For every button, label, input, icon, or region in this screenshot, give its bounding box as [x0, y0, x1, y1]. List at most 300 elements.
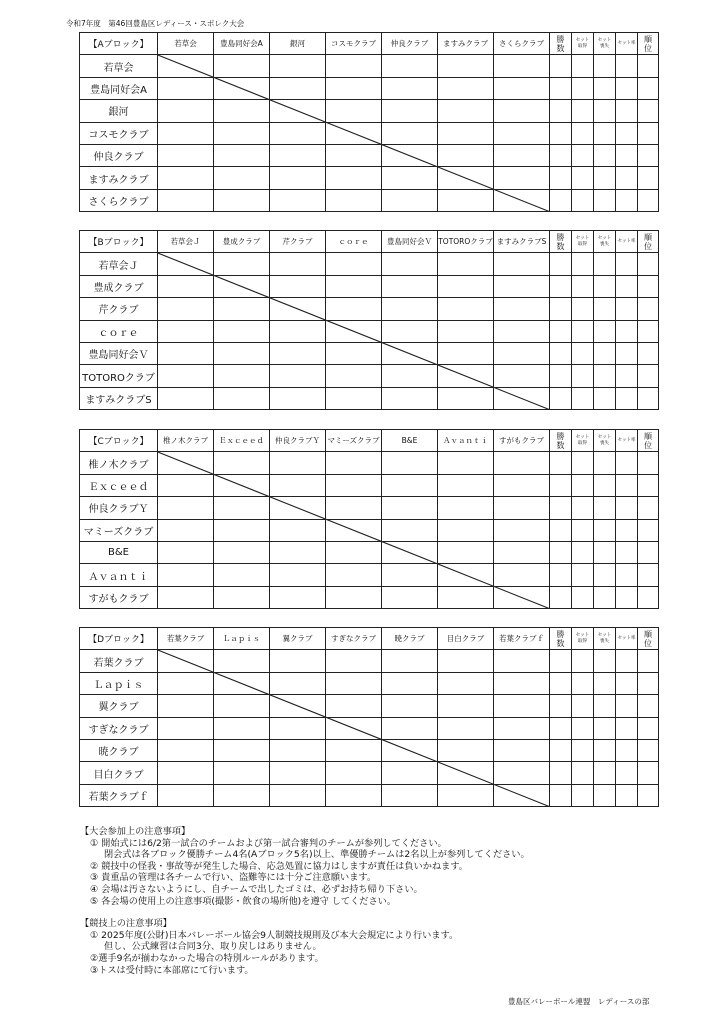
match-result-cell: [270, 275, 326, 297]
match-result-cell: [270, 122, 326, 144]
match-result-cell: [326, 541, 382, 563]
sets-won-header: [572, 628, 594, 650]
match-result-cell: [494, 365, 550, 387]
match-result-cell: [158, 497, 214, 519]
match-result-cell: [438, 253, 494, 275]
match-result-cell: [326, 298, 382, 320]
stat-cell: [594, 586, 616, 608]
column-team-header: 若草会: [158, 33, 214, 55]
match-result-cell: [326, 55, 382, 77]
stat-cell: [594, 474, 616, 496]
sets-lost-header: [594, 430, 616, 452]
match-result-cell: [270, 695, 326, 717]
stat-cell: [638, 717, 659, 739]
stat-cell: [550, 167, 572, 189]
match-result-cell: [494, 55, 550, 77]
stat-cell: [638, 497, 659, 519]
stat-cell: [638, 298, 659, 320]
stat-cell: [550, 320, 572, 342]
stat-cell: [594, 365, 616, 387]
match-result-cell: [438, 342, 494, 364]
wins-header-line: 数: [556, 43, 565, 53]
stat-cell: [550, 387, 572, 409]
match-result-cell: [270, 320, 326, 342]
match-result-cell: [438, 452, 494, 474]
match-result-cell: [494, 474, 550, 496]
block-b-table: [79, 230, 659, 410]
match-result-cell: [214, 275, 270, 297]
row-team-name: B&E: [80, 541, 158, 563]
match-result-cell: [270, 387, 326, 409]
stat-cell: [594, 762, 616, 784]
stat-cell: [616, 519, 638, 541]
match-result-cell: [382, 55, 438, 77]
match-result-cell: [270, 144, 326, 166]
stat-cell: [572, 298, 594, 320]
stat-cell: [616, 320, 638, 342]
stat-cell: [594, 100, 616, 122]
row-team-name: 目白クラブ: [80, 762, 158, 784]
stat-cell: [550, 77, 572, 99]
sets-won-header-line: セット: [575, 633, 590, 639]
table-row: [80, 253, 659, 275]
table-row: [80, 739, 659, 761]
stat-cell: [572, 672, 594, 694]
row-team-name: Ｌａｐｉｓ: [80, 672, 158, 694]
match-result-cell: [270, 77, 326, 99]
column-team-header: 豊島同好会Ｖ: [382, 231, 438, 253]
match-result-cell: [214, 365, 270, 387]
match-result-cell: [214, 564, 270, 586]
match-result-cell: [438, 387, 494, 409]
match-result-cell: [214, 672, 270, 694]
sets-won-header-line: セット: [575, 38, 590, 44]
stat-cell: [594, 77, 616, 99]
stat-cell: [550, 497, 572, 519]
match-result-cell: [158, 474, 214, 496]
wins-header: [550, 231, 572, 253]
match-result-cell: [270, 762, 326, 784]
table-row: [80, 342, 659, 364]
stat-cell: [638, 739, 659, 761]
competition-notes-title: 【競技上の注意事項】: [80, 918, 172, 930]
block-c-table: [79, 429, 659, 609]
match-result-cell: [382, 320, 438, 342]
league-table: [79, 230, 659, 410]
stat-cell: [616, 100, 638, 122]
stat-cell: [594, 672, 616, 694]
stat-cell: [594, 189, 616, 211]
sets-won-header: [572, 430, 594, 452]
match-result-cell: [158, 167, 214, 189]
sets-won-header-line: 取得: [578, 440, 587, 446]
notes-section: [80, 826, 680, 976]
match-result-cell: [158, 77, 214, 99]
match-result-cell: [270, 586, 326, 608]
stat-cell: [638, 253, 659, 275]
organizer-footer: 豊島区バレーボール連盟 レディースの部: [508, 997, 650, 1006]
match-result-cell: [158, 519, 214, 541]
stat-cell: [616, 55, 638, 77]
match-result-cell: [382, 342, 438, 364]
block-a-table: [79, 32, 659, 212]
column-team-header: さくらクラブ: [494, 33, 550, 55]
match-result-cell: [214, 541, 270, 563]
stat-cell: [594, 167, 616, 189]
row-team-name: コスモクラブ: [80, 122, 158, 144]
match-result-cell: [326, 320, 382, 342]
rank-header-line: 位: [644, 638, 652, 648]
table-row: [80, 298, 659, 320]
stat-cell: [572, 77, 594, 99]
match-result-cell: [270, 100, 326, 122]
stat-cell: [572, 365, 594, 387]
match-result-cell: [158, 298, 214, 320]
table-row: [80, 275, 659, 297]
stat-cell: [572, 784, 594, 806]
match-result-cell: [158, 672, 214, 694]
sets-won-header-line: セット: [575, 435, 590, 441]
stat-cell: [638, 762, 659, 784]
sets-lost-header: [594, 628, 616, 650]
stat-cell: [638, 695, 659, 717]
column-team-header: すがもクラブ: [494, 430, 550, 452]
stat-cell: [616, 695, 638, 717]
rank-header-line: 位: [644, 440, 652, 450]
stat-cell: [572, 650, 594, 672]
match-result-cell: [214, 452, 270, 474]
match-result-cell: [494, 564, 550, 586]
sets-won-header-line: セット: [575, 236, 590, 242]
row-team-name: 豊島同好会Ｖ: [80, 342, 158, 364]
stat-cell: [616, 672, 638, 694]
match-result-cell: [438, 739, 494, 761]
match-result-cell: [270, 365, 326, 387]
set-ratio-header-line: セット率: [617, 238, 636, 244]
column-team-header: ｃｏｒｅ: [326, 231, 382, 253]
stat-cell: [550, 189, 572, 211]
row-team-name: ますみクラブ: [80, 167, 158, 189]
participation-note: ② 競技中の怪我・事故等が発生した場合、応急処置に協力はしますが責任は負いかねます。: [90, 860, 468, 872]
match-result-cell: [158, 762, 214, 784]
match-result-cell: [438, 298, 494, 320]
stat-cell: [550, 342, 572, 364]
match-result-cell: [438, 167, 494, 189]
column-team-header: 暁クラブ: [382, 628, 438, 650]
stat-cell: [616, 253, 638, 275]
match-result-cell: [158, 452, 214, 474]
column-team-header: Ｅｘｃｅｅｄ: [214, 430, 270, 452]
match-result-cell: [214, 253, 270, 275]
column-team-header: 芹クラブ: [270, 231, 326, 253]
wins-header: [550, 628, 572, 650]
stat-cell: [594, 387, 616, 409]
match-result-cell: [158, 253, 214, 275]
wins-header-line: 勝: [556, 232, 565, 242]
column-team-header: 若葉クラブ: [158, 628, 214, 650]
set-ratio-header-line: セット率: [617, 635, 636, 641]
stat-cell: [616, 365, 638, 387]
match-result-cell: [326, 167, 382, 189]
stat-cell: [638, 167, 659, 189]
stat-cell: [572, 717, 594, 739]
table-row: [80, 144, 659, 166]
match-result-cell: [158, 320, 214, 342]
stat-cell: [572, 275, 594, 297]
row-team-name: 暁クラブ: [80, 739, 158, 761]
stat-cell: [550, 474, 572, 496]
match-result-cell: [214, 144, 270, 166]
match-result-cell: [326, 122, 382, 144]
stat-cell: [594, 122, 616, 144]
stat-cell: [550, 564, 572, 586]
row-team-name: Ａｖａｎｔｉ: [80, 564, 158, 586]
stat-cell: [550, 55, 572, 77]
sets-lost-header-line: セット: [597, 38, 612, 44]
stat-cell: [638, 77, 659, 99]
stat-cell: [550, 519, 572, 541]
stat-cell: [594, 253, 616, 275]
stat-cell: [616, 739, 638, 761]
table-row: [80, 100, 659, 122]
match-result-cell: [494, 739, 550, 761]
participation-notes-title: 【大会参加上の注意事項】: [80, 826, 191, 837]
match-result-cell: [158, 717, 214, 739]
row-team-name: 若葉クラブ: [80, 650, 158, 672]
row-team-name: すぎなクラブ: [80, 717, 158, 739]
match-result-cell: [494, 275, 550, 297]
stat-cell: [638, 519, 659, 541]
column-team-header: ますみクラブS: [494, 231, 550, 253]
match-result-cell: [382, 564, 438, 586]
stat-cell: [572, 100, 594, 122]
stat-cell: [572, 695, 594, 717]
block-label: 【Dブロック】: [80, 628, 158, 650]
table-row: [80, 77, 659, 99]
table-row: [80, 586, 659, 608]
match-result-cell: [438, 586, 494, 608]
stat-cell: [572, 55, 594, 77]
match-result-cell: [158, 365, 214, 387]
stat-cell: [594, 519, 616, 541]
match-result-cell: [326, 452, 382, 474]
match-result-cell: [494, 387, 550, 409]
match-result-cell: [438, 497, 494, 519]
stat-cell: [594, 342, 616, 364]
match-result-cell: [214, 762, 270, 784]
match-result-cell: [382, 122, 438, 144]
row-team-name: マミーズクラブ: [80, 519, 158, 541]
stat-cell: [638, 541, 659, 563]
stat-cell: [616, 650, 638, 672]
page-title: 令和7年度 第46回豊島区レディース・スポレク大会: [66, 19, 245, 28]
column-team-header: 翼クラブ: [270, 628, 326, 650]
stat-cell: [572, 762, 594, 784]
match-result-cell: [382, 298, 438, 320]
match-result-cell: [326, 342, 382, 364]
column-team-header: 若草会Ｊ: [158, 231, 214, 253]
match-result-cell: [438, 144, 494, 166]
match-result-cell: [494, 122, 550, 144]
match-result-cell: [214, 122, 270, 144]
stat-cell: [550, 100, 572, 122]
table-row: [80, 452, 659, 474]
column-team-header: Ｌａｐｉｓ: [214, 628, 270, 650]
table-row: [80, 650, 659, 672]
rank-header: [638, 628, 659, 650]
match-result-cell: [382, 586, 438, 608]
stat-cell: [616, 474, 638, 496]
competition-note: ③トスは受付時に本部席にて行います。: [90, 964, 254, 976]
match-result-cell: [494, 586, 550, 608]
match-result-cell: [158, 342, 214, 364]
stat-cell: [638, 275, 659, 297]
stat-cell: [572, 189, 594, 211]
row-team-name: 翼クラブ: [80, 695, 158, 717]
stat-cell: [550, 122, 572, 144]
wins-header-line: 勝: [556, 34, 565, 44]
match-result-cell: [158, 695, 214, 717]
column-team-header: 銀河: [270, 33, 326, 55]
wins-header: [550, 33, 572, 55]
stat-cell: [616, 342, 638, 364]
match-result-cell: [326, 717, 382, 739]
match-result-cell: [270, 167, 326, 189]
match-result-cell: [326, 650, 382, 672]
sets-won-header-line: 取得: [578, 241, 587, 247]
stat-cell: [550, 275, 572, 297]
match-result-cell: [270, 519, 326, 541]
match-result-cell: [382, 519, 438, 541]
match-result-cell: [494, 784, 550, 806]
match-result-cell: [270, 189, 326, 211]
match-result-cell: [326, 762, 382, 784]
stat-cell: [638, 474, 659, 496]
rank-header-line: 順: [644, 232, 652, 242]
match-result-cell: [494, 167, 550, 189]
match-result-cell: [326, 519, 382, 541]
stat-cell: [572, 320, 594, 342]
sets-won-header-line: 取得: [578, 638, 587, 644]
stat-cell: [616, 784, 638, 806]
competition-note: ②選手9名が揃わなかった場合の特別ルールがあります。: [90, 952, 324, 964]
column-team-header: マミーズクラブ: [326, 430, 382, 452]
match-result-cell: [494, 762, 550, 784]
match-result-cell: [270, 784, 326, 806]
match-result-cell: [494, 452, 550, 474]
stat-cell: [616, 497, 638, 519]
match-result-cell: [382, 275, 438, 297]
match-result-cell: [382, 497, 438, 519]
row-team-name: 豊島同好会A: [80, 77, 158, 99]
match-result-cell: [326, 586, 382, 608]
participation-note: ① 開始式には6/2第一試合のチームおよび第一試合審判のチームが参列してください。: [90, 837, 447, 849]
column-team-header: 目白クラブ: [438, 628, 494, 650]
match-result-cell: [438, 275, 494, 297]
match-result-cell: [382, 695, 438, 717]
match-result-cell: [214, 717, 270, 739]
match-result-cell: [214, 474, 270, 496]
match-result-cell: [214, 167, 270, 189]
stat-cell: [594, 739, 616, 761]
match-result-cell: [494, 298, 550, 320]
match-result-cell: [382, 365, 438, 387]
match-result-cell: [326, 497, 382, 519]
set-ratio-header: [616, 628, 638, 650]
match-result-cell: [326, 365, 382, 387]
stat-cell: [638, 342, 659, 364]
row-team-name: 銀河: [80, 100, 158, 122]
stat-cell: [638, 650, 659, 672]
sets-lost-header: [594, 231, 616, 253]
stat-cell: [616, 452, 638, 474]
rank-header-line: 位: [644, 43, 652, 53]
stat-cell: [638, 55, 659, 77]
row-team-name: 若葉クラブｆ: [80, 784, 158, 806]
wins-header: [550, 430, 572, 452]
stat-cell: [594, 541, 616, 563]
match-result-cell: [326, 275, 382, 297]
table-row: [80, 167, 659, 189]
match-result-cell: [214, 695, 270, 717]
match-result-cell: [382, 650, 438, 672]
match-result-cell: [382, 100, 438, 122]
match-result-cell: [214, 342, 270, 364]
table-row: [80, 541, 659, 563]
table-row: [80, 784, 659, 806]
match-result-cell: [382, 784, 438, 806]
stat-cell: [550, 695, 572, 717]
match-result-cell: [494, 672, 550, 694]
match-result-cell: [270, 564, 326, 586]
match-result-cell: [382, 77, 438, 99]
stat-cell: [594, 452, 616, 474]
match-result-cell: [214, 189, 270, 211]
table-row: [80, 122, 659, 144]
match-result-cell: [214, 739, 270, 761]
wins-header-line: 数: [556, 241, 565, 251]
match-result-cell: [382, 474, 438, 496]
match-result-cell: [382, 672, 438, 694]
stat-cell: [572, 564, 594, 586]
column-team-header: 豊成クラブ: [214, 231, 270, 253]
match-result-cell: [438, 672, 494, 694]
match-result-cell: [438, 564, 494, 586]
match-result-cell: [270, 452, 326, 474]
row-team-name: 若草会: [80, 55, 158, 77]
rank-header-line: 位: [644, 241, 652, 251]
column-team-header: すぎなクラブ: [326, 628, 382, 650]
stat-cell: [550, 452, 572, 474]
stat-cell: [594, 55, 616, 77]
participation-note: ④ 会場は汚さないようにし、自チームで出したゴミは、必ずお持ち帰り下さい。: [90, 883, 423, 895]
stat-cell: [550, 762, 572, 784]
stat-cell: [572, 144, 594, 166]
match-result-cell: [438, 541, 494, 563]
stat-cell: [594, 564, 616, 586]
stat-cell: [572, 541, 594, 563]
match-result-cell: [438, 55, 494, 77]
match-result-cell: [214, 77, 270, 99]
stat-cell: [638, 320, 659, 342]
stat-cell: [616, 387, 638, 409]
stat-cell: [550, 672, 572, 694]
table-row: [80, 519, 659, 541]
stat-cell: [638, 784, 659, 806]
sets-won-header-line: 取得: [578, 43, 587, 49]
stat-cell: [594, 320, 616, 342]
stat-cell: [572, 497, 594, 519]
